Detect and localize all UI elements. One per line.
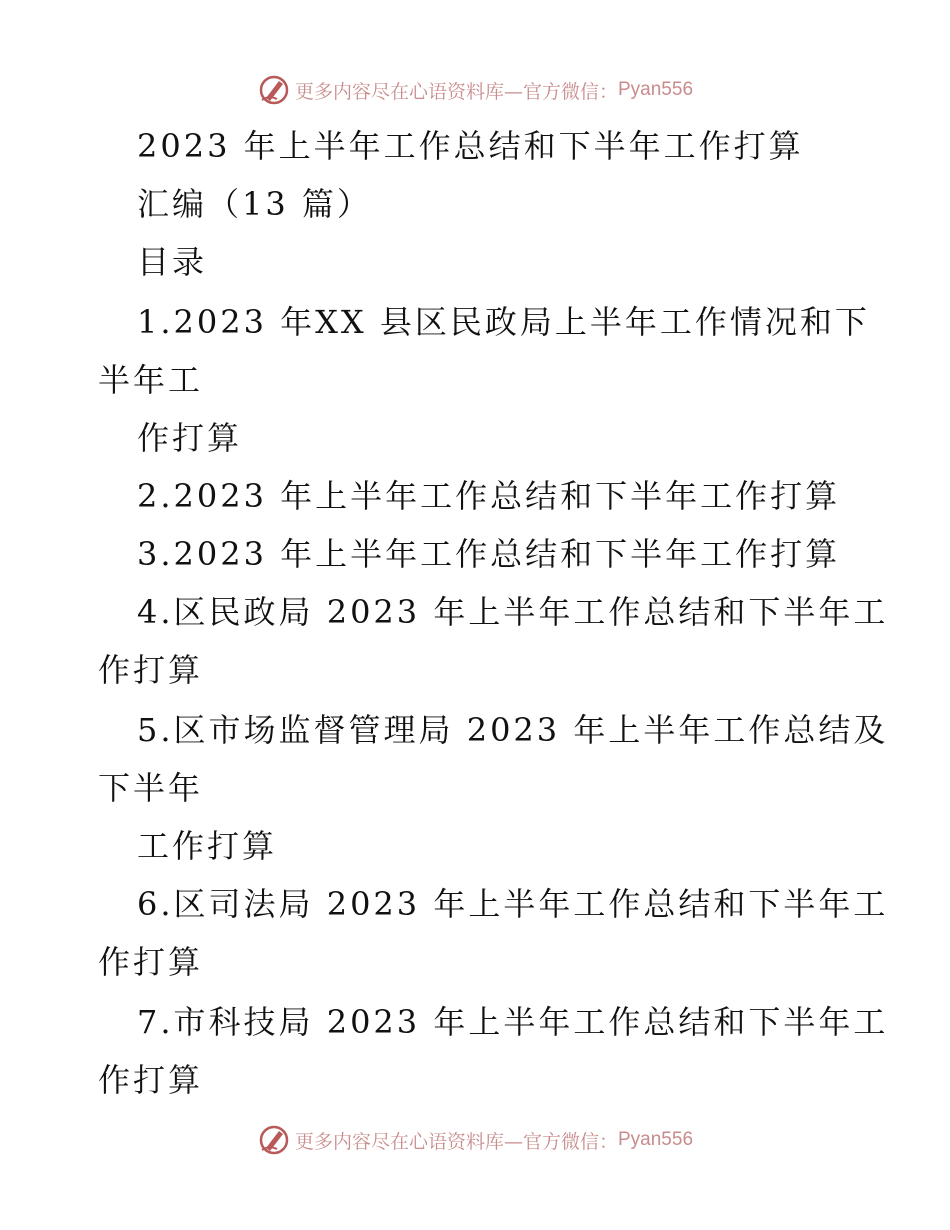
toc-entry: 作打算 [98, 943, 204, 981]
doc-title-line1: 2023 年上半年工作总结和下半年工作打算 [137, 127, 804, 165]
toc-entry: 2.2023 年上半年工作总结和下半年工作打算 [137, 477, 841, 515]
watermark-account: Pyan556 [618, 79, 694, 100]
watermark-account: Pyan556 [618, 1129, 694, 1150]
toc-heading: 目录 [137, 243, 208, 281]
toc-entry: 5.区市场监督管理局 2023 年上半年工作总结及 [137, 711, 889, 749]
toc-entry: 工作打算 [137, 827, 278, 865]
toc-entry: 4.区民政局 2023 年上半年工作总结和下半年工 [137, 593, 889, 631]
toc-entry: 1.2023 年XX 县区民政局上半年工作情况和下 [137, 303, 870, 341]
toc-entry: 7.市科技局 2023 年上半年工作总结和下半年工 [137, 1003, 889, 1041]
watermark-text: 更多内容尽在心语资料库—官方微信： [294, 1130, 618, 1153]
footer-watermark [0, 1120, 950, 1160]
watermark-text: 更多内容尽在心语资料库—官方微信： [294, 80, 618, 103]
doc-title-line2: 汇编（13 篇） [137, 185, 372, 223]
pen-logo-icon [257, 1123, 291, 1157]
toc-entry: 6.区司法局 2023 年上半年工作总结和下半年工 [137, 885, 889, 923]
toc-entry: 作打算 [98, 1061, 204, 1099]
toc-entry: 作打算 [137, 419, 243, 457]
toc-entry: 作打算 [98, 651, 204, 689]
toc-entry: 下半年 [98, 769, 204, 807]
toc-entry: 3.2023 年上半年工作总结和下半年工作打算 [137, 535, 841, 573]
toc-entry: 半年工 [98, 361, 204, 399]
